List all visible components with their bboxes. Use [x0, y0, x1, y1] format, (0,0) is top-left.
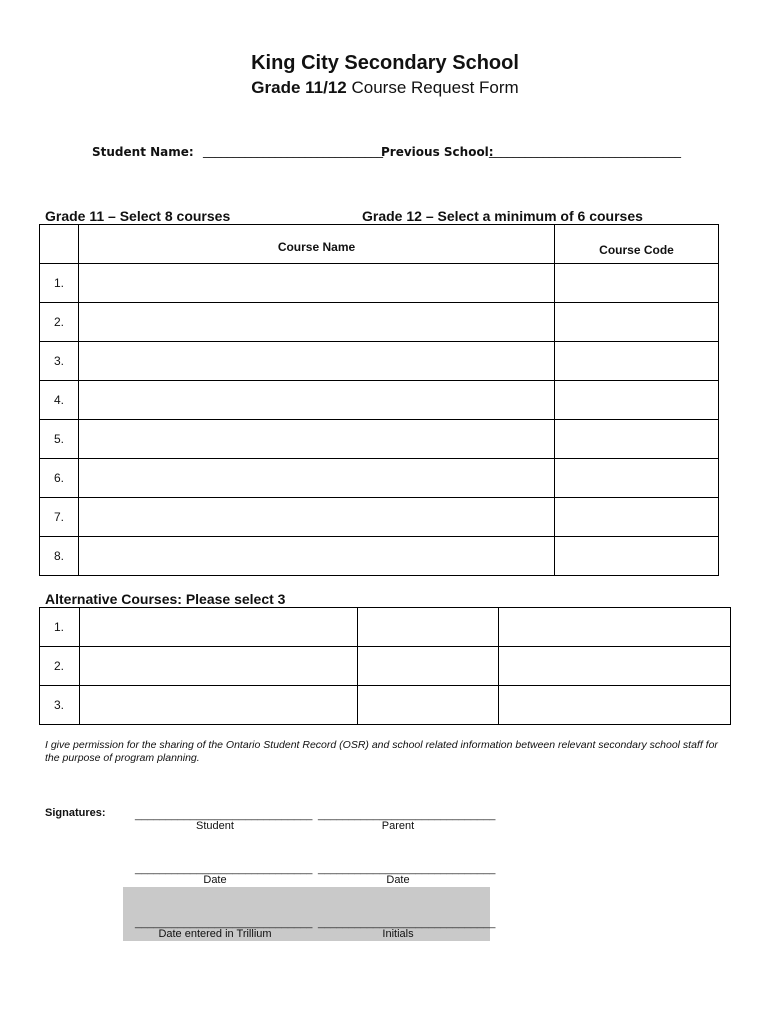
table-row: [40, 647, 731, 686]
table-row: [40, 498, 719, 537]
row-number: 2.: [40, 647, 80, 686]
parent-caption: Parent: [381, 820, 415, 832]
course-code-cell[interactable]: [555, 498, 719, 537]
parent-signature-line[interactable]: _____________________________: [318, 809, 496, 821]
table-row: [40, 686, 731, 725]
alt-course-code-cell[interactable]: [358, 647, 499, 686]
alt-extra-cell[interactable]: [499, 647, 731, 686]
alt-course-name-cell[interactable]: [80, 686, 358, 725]
row-number: 5.: [40, 420, 79, 459]
trillium-date-line[interactable]: _____________________________: [135, 917, 313, 929]
signatures-label: Signatures:: [45, 807, 106, 819]
table-row: [40, 342, 719, 381]
alt-extra-cell[interactable]: [499, 608, 731, 647]
course-name-cell[interactable]: [79, 459, 555, 498]
course-code-cell[interactable]: [555, 381, 719, 420]
course-name-cell[interactable]: [79, 537, 555, 576]
permission-statement: I give permission for the sharing of the Ontario Student Record (OSR) and school related information between relevant secondary school staff for the purpose of program planning.: [45, 739, 718, 764]
student-name-label: Student Name:: [92, 145, 194, 159]
table-row: [40, 303, 719, 342]
grade11-heading: Grade 11 – Select 8 courses: [45, 208, 231, 224]
grade12-heading: Grade 12 – Select a minimum of 6 courses: [362, 208, 643, 224]
row-number: 6.: [40, 459, 79, 498]
header-blank-cell: [40, 225, 79, 264]
course-code-cell[interactable]: [555, 264, 719, 303]
row-number: 7.: [40, 498, 79, 537]
alt-course-name-cell[interactable]: [80, 608, 358, 647]
course-code-cell[interactable]: [555, 342, 719, 381]
trillium-caption: Date entered in Trillium: [158, 928, 272, 940]
row-number: 2.: [40, 303, 79, 342]
course-name-header: Course Name: [79, 225, 555, 264]
row-number: 4.: [40, 381, 79, 420]
alt-course-name-cell[interactable]: [80, 647, 358, 686]
alt-course-code-cell[interactable]: [358, 608, 499, 647]
table-row: [40, 264, 719, 303]
course-code-cell[interactable]: [555, 420, 719, 459]
student-date-caption: Date: [203, 874, 227, 886]
course-code-cell[interactable]: [555, 537, 719, 576]
course-table-header: [40, 225, 719, 264]
parent-date-caption: Date: [386, 874, 410, 886]
row-number: 1.: [40, 264, 79, 303]
row-number: 3.: [40, 686, 80, 725]
student-caption: Student: [196, 820, 234, 832]
page-title: King City Secondary School: [251, 52, 519, 74]
course-name-cell[interactable]: [79, 264, 555, 303]
alternative-table: [39, 607, 731, 725]
table-row: [40, 608, 731, 647]
previous-school-field[interactable]: ________________________________: [489, 144, 681, 158]
row-number: 3.: [40, 342, 79, 381]
course-code-cell[interactable]: [555, 459, 719, 498]
alternative-heading: Alternative Courses: Please select 3: [45, 591, 286, 607]
student-signature-line[interactable]: _____________________________: [135, 809, 313, 821]
table-row: [40, 537, 719, 576]
subtitle-grade: Grade 11/12: [251, 78, 347, 97]
row-number: 8.: [40, 537, 79, 576]
parent-date-line[interactable]: _____________________________: [318, 863, 496, 875]
course-name-cell[interactable]: [79, 303, 555, 342]
table-row: [40, 459, 719, 498]
course-code-cell[interactable]: [555, 303, 719, 342]
course-name-cell[interactable]: [79, 342, 555, 381]
student-date-line[interactable]: _____________________________: [135, 863, 313, 875]
alt-course-code-cell[interactable]: [358, 686, 499, 725]
course-name-cell[interactable]: [79, 498, 555, 537]
table-row: [40, 420, 719, 459]
course-table: [39, 224, 719, 576]
student-name-field[interactable]: ______________________________: [203, 144, 383, 158]
initials-caption: Initials: [382, 928, 414, 940]
alt-extra-cell[interactable]: [499, 686, 731, 725]
table-row: [40, 381, 719, 420]
row-number: 1.: [40, 608, 80, 647]
course-name-cell[interactable]: [79, 381, 555, 420]
initials-line[interactable]: _____________________________: [318, 917, 496, 929]
previous-school-label: Previous School:: [381, 145, 494, 159]
subtitle-form: Course Request Form: [346, 78, 519, 97]
page-subtitle: [0, 78, 770, 98]
course-name-cell[interactable]: [79, 420, 555, 459]
course-code-header: Course Code: [555, 225, 719, 264]
